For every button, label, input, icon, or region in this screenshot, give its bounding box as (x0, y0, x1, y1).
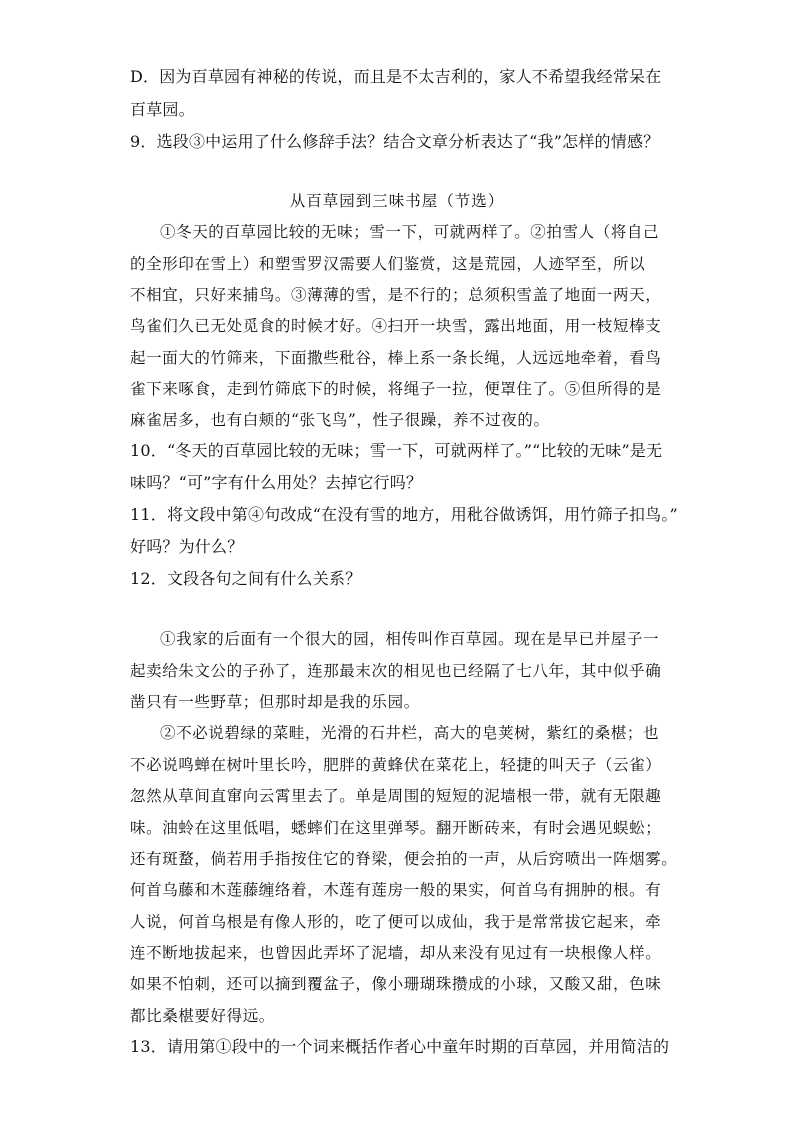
passage-2-line: ②不必说碧绿的菜畦，光滑的石井栏，高大的皂荚树，紫红的桑椹；也 (160, 724, 660, 742)
passage-1-line: 不相宜，只好来捕鸟。③薄薄的雪，是不行的；总须积雪盖了地面一两天， (130, 286, 662, 304)
passage-1-line: 鸟雀们久已无处觅食的时候才好。④扫开一块雪，露出地面，用一枝短棒支 (130, 317, 662, 335)
question-11-line1: 11．将文段中第④句改成“在没有雪的地方，用秕谷做诱饵，用竹筛子扣鸟。” (130, 505, 678, 524)
passage-2-line: 凿只有一些野草；但那时却是我的乐园。 (130, 693, 420, 711)
passage-2-line: 如果不怕刺，还可以摘到覆盆子，像小珊瑚珠攒成的小球，又酸又甜，色味 (130, 975, 662, 993)
passage-1-line: 的全形印在雪上）和塑雪罗汉需要人们鉴赏，这是荒园，人迹罕至，所以 (130, 255, 646, 273)
passage-2-line: 忽然从草间直窜向云霄里去了。单是周围的短短的泥墙根一带，就有无限趣 (130, 787, 662, 805)
passage-2-line: 味。油蛉在这里低唱，蟋蟀们在这里弹琴。翻开断砖来，有时会遇见蜈蚣； (130, 819, 662, 837)
passage-2-line: 起卖给朱文公的子孙了，连那最末次的相见也已经隔了七八年，其中似乎确 (130, 662, 662, 680)
passage-1-line: 起一面大的竹筛来，下面撒些秕谷，棒上系一条长绳，人远远地牵着，看鸟 (130, 349, 662, 367)
option-d-line1: D．因为百草园有神秘的传说，而且是不太吉利的，家人不希望我经常呆在 (130, 67, 662, 86)
passage-1-line: ①冬天的百草园比较的无味；雪一下，可就两样了。②拍雪人（将自己 (160, 223, 660, 241)
question-10-line2: 味吗？“可”字有什么用处？去掉它行吗？ (130, 473, 423, 492)
question-12: 12．文段各句之间有什么关系？ (130, 569, 362, 588)
passage-2-line: 不必说鸣蝉在树叶里长吟，肥胖的黄蜂伏在菜花上，轻捷的叫天子（云雀） (130, 756, 662, 774)
passage-1-line: 麻雀居多，也有白颊的“张飞鸟”，性子很躁，养不过夜的。 (130, 411, 550, 429)
question-9: 9．选段③中运用了什么修辞手法？结合文章分析表达了“我”怎样的情感？ (130, 132, 660, 151)
passage-2-line: 都比桑椹要好得远。 (130, 1007, 275, 1025)
passage-1-title: 从百草园到三味书屋（节选） (289, 192, 505, 210)
option-d-line2: 百草园。 (130, 100, 195, 119)
passage-2-line: 还有斑蝥，倘若用手指按住它的脊梁，便会拍的一声，从后窍喷出一阵烟雾。 (130, 850, 678, 868)
passage-2-line: 何首乌藤和木莲藤缠络着，木莲有莲房一般的果实，何首乌有拥肿的根。有 (130, 881, 662, 899)
question-10-line1: 10．“冬天的百草园比较的无味；雪一下，可就两样了。”“比较的无味”是无 (130, 441, 663, 460)
passage-2-line: ①我家的后面有一个很大的园，相传叫作百草园。现在是早已并屋子一 (160, 630, 660, 648)
question-11-line2: 好吗？为什么？ (130, 537, 244, 556)
passage-2-line: 连不断地拔起来，也曾因此弄坏了泥墙，却从来没有见过有一块根像人样。 (130, 944, 662, 962)
passage-1-line: 雀下来啄食，走到竹筛底下的时候，将绳子一拉，便罩住了。⑤但所得的是 (130, 380, 662, 398)
passage-2-line: 人说，何首乌根是有像人形的，吃了便可以成仙，我于是常常拔它起来，牵 (130, 913, 662, 931)
question-13: 13．请用第①段中的一个词来概括作者心中童年时期的百草园，并用简洁的 (130, 1037, 670, 1056)
